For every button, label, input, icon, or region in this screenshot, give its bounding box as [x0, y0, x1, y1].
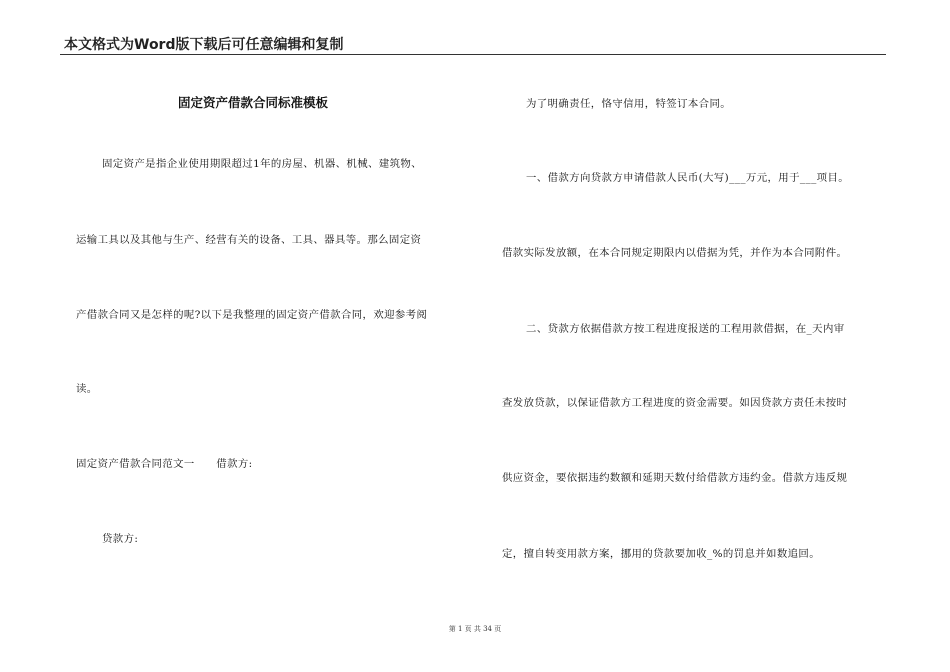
page-footer: 第 1 页 共 34 页 — [448, 625, 502, 633]
left-line-3: 产借款合同又是怎样的呢?以下是我整理的固定资产借款合同，欢迎参考阅 — [76, 309, 428, 321]
right-line-1: 为了明确责任，恪守信用，特签订本合同。 — [526, 98, 732, 110]
header-divider — [60, 54, 886, 55]
left-line-6: 贷款方: — [102, 533, 139, 545]
right-line-2: 一、借款方向贷款方申请借款人民币(大写)___万元，用于___项目。 — [526, 172, 850, 184]
right-line-7: 定，擅自转变用款方案，挪用的贷款要加收_%的罚息并如数追回。 — [502, 548, 821, 560]
left-line-4: 读。 — [76, 383, 98, 395]
right-line-6: 供应资金，要依据违约数额和延期天数付给借款方违约金。借款方违反规 — [502, 472, 848, 484]
page-header: 本文格式为Word版下载后可任意编辑和复制 — [64, 37, 344, 53]
left-line-1: 固定资产是指企业使用期限超过1年的房屋、机器、机械、建筑物、 — [102, 158, 422, 170]
left-line-2: 运输工具以及其他与生产、经营有关的设备、工具、器具等。那么固定资 — [76, 234, 422, 246]
right-line-4: 二、贷款方依据借款方按工程进度报送的工程用款借据，在_天内审 — [526, 323, 845, 335]
right-line-3: 借款实际发放额，在本合同规定期限内以借据为凭，并作为本合同附件。 — [502, 247, 848, 259]
document-title: 固定资产借款合同标准模板 — [178, 95, 329, 110]
left-line-5: 固定资产借款合同范文一 借款方: — [76, 458, 253, 470]
right-line-5: 查发放贷款，以保证借款方工程进度的资金需要。如因贷款方责任未按时 — [502, 397, 848, 409]
